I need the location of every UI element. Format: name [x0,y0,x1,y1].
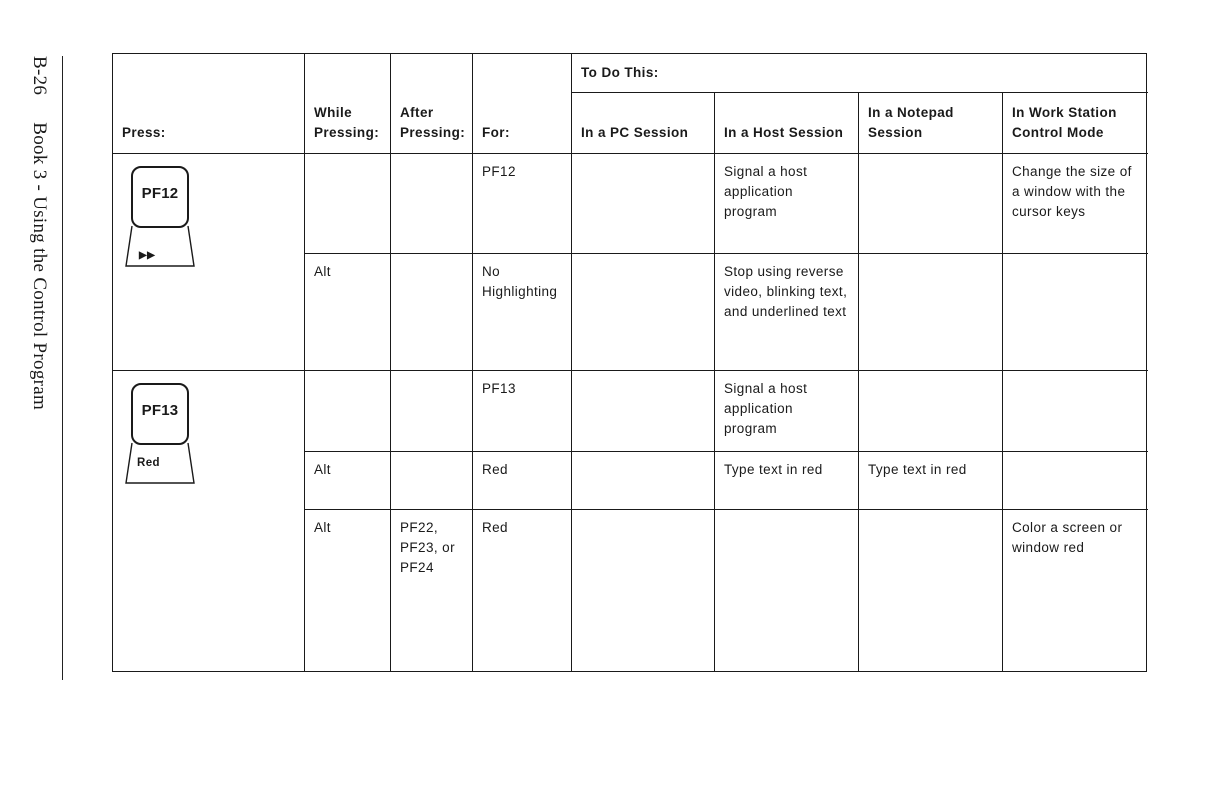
press-cell-pf12 [113,154,305,371]
row2-workstation [1003,254,1148,371]
fast-forward-icon: ▶▶ [139,250,156,261]
row2-pc [572,254,715,371]
row3-notepad [859,371,1003,452]
row1-after [391,154,473,254]
row1-notepad [859,154,1003,254]
row2-host: Stop using reverse video, blinking text, and underlined text [715,254,859,371]
header-for: For: [473,54,572,154]
row1-while [305,154,391,254]
row2-for: No Highlighting [473,254,572,371]
row4-after [391,452,473,510]
header-after-pressing: After Pressing: [391,54,473,154]
side-rule [62,56,63,680]
row5-pc [572,510,715,672]
key-function-table [112,53,1147,672]
row5-workstation: Color a screen or window red [1012,520,1123,555]
row5-after: PF22, PF23, or PF24 [391,510,473,672]
row5-host [715,510,859,672]
row1-pc [572,154,715,254]
side-title [28,56,50,410]
row3-workstation [1003,371,1148,452]
row1-workstation: Change the size of a window with the cursor keys [1003,154,1148,254]
row4-notepad: Type text in red [859,452,1003,510]
row4-while: Alt [305,452,391,510]
row3-after [391,371,473,452]
header-to-do-this: To Do This: [572,54,1148,93]
header-pc-session: In a PC Session [572,93,715,154]
pf13-key-front-label: Red [137,457,160,469]
row3-for: PF13 [473,371,572,452]
row3-host: Signal a host application program [715,371,859,452]
press-cell-pf13 [113,371,305,672]
book-title: Book 3 - Using the Control Program [29,122,50,411]
pf12-key-label: PF12 [141,185,179,202]
row4-host: Type text in red [715,452,859,510]
pf13-key-icon [125,383,195,487]
row1-host: Signal a host application program [715,154,859,254]
row4-for: Red [473,452,572,510]
header-notepad-session: In a Notepad Session [859,93,1003,154]
row5-while: Alt [305,510,391,672]
header-while-pressing: While Pressing: [305,54,391,154]
row3-while [305,371,391,452]
header-workstation-mode: In Work Station Control Mode [1003,93,1148,154]
row2-while: Alt [305,254,391,371]
header-host-session: In a Host Session [715,93,859,154]
header-press: Press: [113,54,305,154]
row4-pc [572,452,715,510]
pf12-key-icon [125,166,195,270]
row5-notepad [859,510,1003,672]
pf13-key-label: PF13 [141,402,179,419]
row5-for: Red [473,510,572,672]
row1-for: PF12 [473,154,572,254]
page-number: B-26 [29,56,50,96]
row2-after [391,254,473,371]
row2-notepad [859,254,1003,371]
row3-pc [572,371,715,452]
row4-workstation [1003,452,1148,510]
